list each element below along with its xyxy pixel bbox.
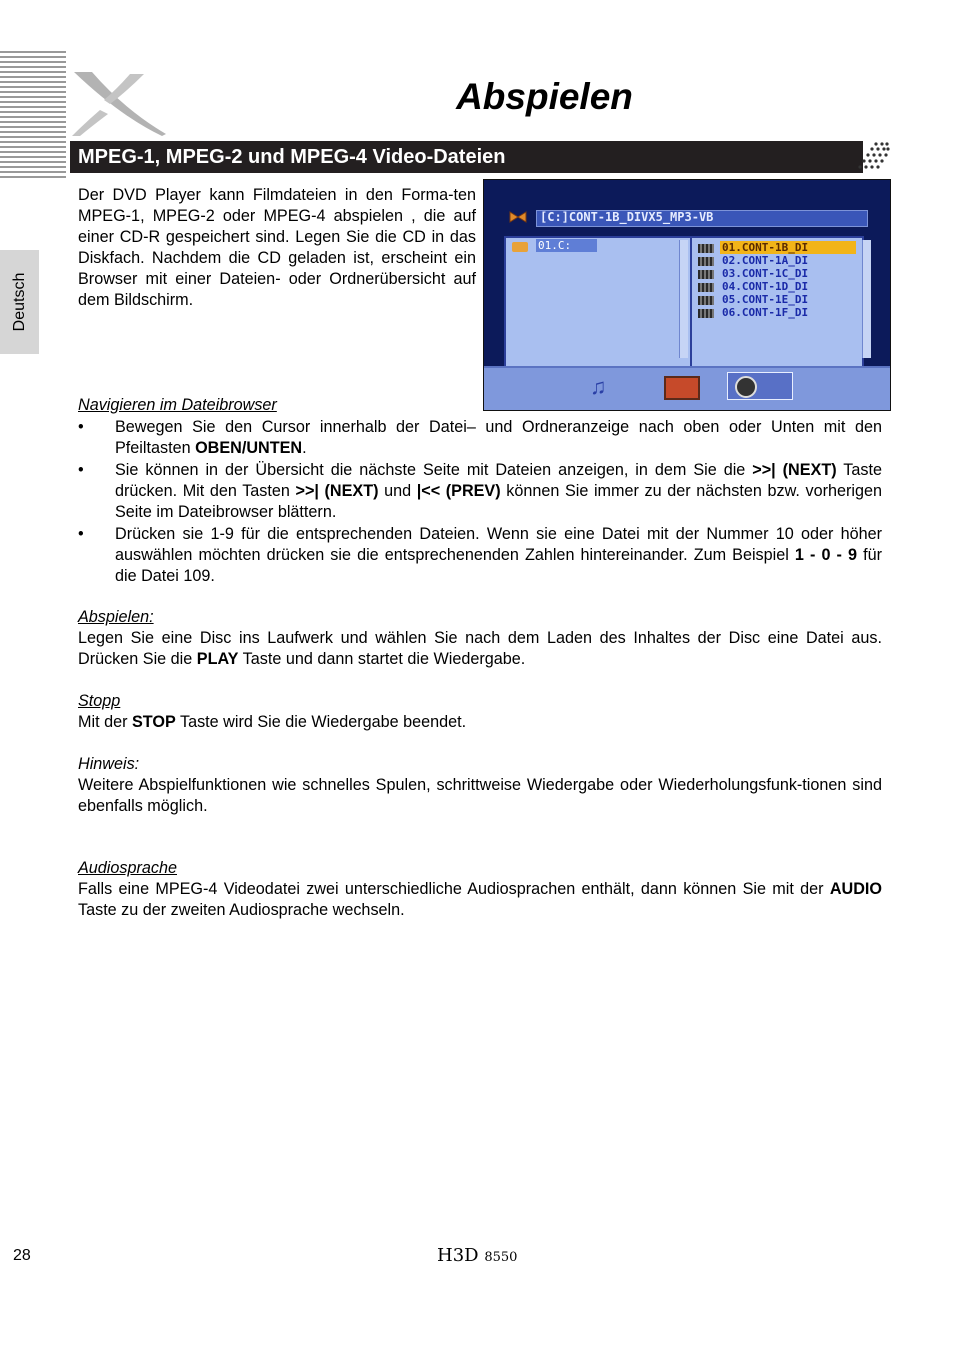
path-text: [C:]CONT-1B_DIVX5_MP3-VB (540, 210, 714, 224)
navigation-heading: Navigieren im Dateibrowser (78, 396, 277, 414)
film-icon (698, 270, 714, 279)
film-icon (698, 244, 714, 253)
intro-paragraph: Der DVD Player kann Filmdateien in den Forma-ten MPEG-1, MPEG-2 oder MPEG-4 abspielen , die auf einer CD-R gespeichert sind. Legen Sie die CD in das Diskfach. Nachdem die CD geladen ist, erscheint ein Browser mit einer Dateien- oder Ordnerübersicht auf dem Bildschirm. (78, 186, 476, 309)
folder-icon (512, 242, 528, 252)
stop-heading: Stopp (78, 692, 121, 710)
bullet-icon: • (78, 461, 84, 479)
bullet-icon: • (78, 418, 84, 436)
music-icon: ♫ (590, 374, 607, 399)
file-row (698, 307, 858, 320)
model-prefix: H3D (437, 1245, 479, 1266)
stop-paragraph (78, 712, 882, 733)
audio-paragraph (78, 879, 882, 921)
section-title: MPEG-1, MPEG-2 und MPEG-4 Video-Dateien (78, 146, 506, 168)
audio-text: Falls eine MPEG-4 Videodatei zwei unterschiedliche Audiosprachen enthält, dann können Sie mit der AUDIO Taste zu der zweiten Audiosprache wechseln. (78, 880, 882, 919)
file-list (698, 242, 858, 320)
folder-pane (504, 236, 694, 368)
file-name: 01.CONT-1B_DI (720, 241, 856, 254)
play-heading: Abspielen: (78, 608, 154, 626)
file-name: 02.CONT-1A_DI (722, 254, 809, 267)
stop-text: Mit der STOP Taste wird Sie die Wiedergabe beendet. (78, 713, 467, 731)
file-name: 05.CONT-1E_DI (722, 293, 809, 306)
navigation-bullets (78, 417, 882, 588)
play-paragraph (78, 628, 882, 670)
disc-icon (509, 211, 527, 223)
bullet-text: Bewegen Sie den Cursor innerhalb der Datei– und Ordneranzeige nach oben oder Unten mit den Pfeiltasten OBEN/UNTEN. (115, 418, 882, 457)
page-title: Abspielen (456, 76, 633, 117)
page-number: 28 (13, 1247, 31, 1264)
language-tab-label (0, 250, 39, 354)
file-pane-scrollbar (862, 240, 871, 358)
file-name: 04.CONT-1D_DI (722, 280, 809, 293)
list-item (78, 524, 882, 587)
model-number: 8550 (484, 1250, 518, 1265)
photo-icon (664, 376, 700, 400)
bullet-text: Drücken sie 1-9 für die entsprechenden Dateien. Wenn sie eine Datei mit der Nummer 10 oder höher auswählen möchten drücken sie die entsprechenenden Zahlen hintereinander. Zum Beispiel 1 - 0 - 9 für die Datei 109. (115, 525, 883, 585)
folder-pane-scrollbar (679, 240, 688, 358)
video-reel-icon (735, 376, 757, 398)
note-paragraph: Weitere Abspielfunktionen wie schnelles Spulen, schrittweise Wiedergabe oder Wiederholungsfunk-tionen sind ebenfalls möglich. (78, 776, 882, 815)
film-icon (698, 283, 714, 292)
list-item (78, 460, 882, 523)
bullet-text: Sie können in der Übersicht die nächste Seite mit Dateien anzeigen, in dem Sie die >>| (NEXT) Taste drücken. Mit den Tasten >>| (NEXT) und |<< (PREV) können Sie immer zu der nächsten bzw. vorherigen Seite im Dateibrowser blättern. (115, 461, 882, 521)
film-icon (698, 257, 714, 266)
language-tab-text: Deutsch (10, 272, 28, 332)
decorative-dots (850, 141, 890, 173)
file-name: 03.CONT-1C_DI (722, 267, 809, 280)
list-item (78, 417, 882, 459)
film-icon (698, 309, 714, 318)
folder-label: 01.C: (536, 239, 597, 252)
audio-heading: Audiosprache (78, 859, 177, 877)
file-browser-screenshot (483, 179, 891, 411)
play-text: Legen Sie eine Disc ins Laufwerk und wählen Sie nach dem Laden des Inhaltes der Disc eine Datei aus. Drücken Sie die PLAY Taste und dann startet die Wiedergabe. (78, 629, 882, 668)
bullet-icon: • (78, 525, 84, 543)
file-name: 06.CONT-1F_DI (722, 306, 809, 319)
film-icon (698, 296, 714, 305)
footer-model (437, 1245, 517, 1266)
note-heading: Hinweis: (78, 755, 140, 773)
